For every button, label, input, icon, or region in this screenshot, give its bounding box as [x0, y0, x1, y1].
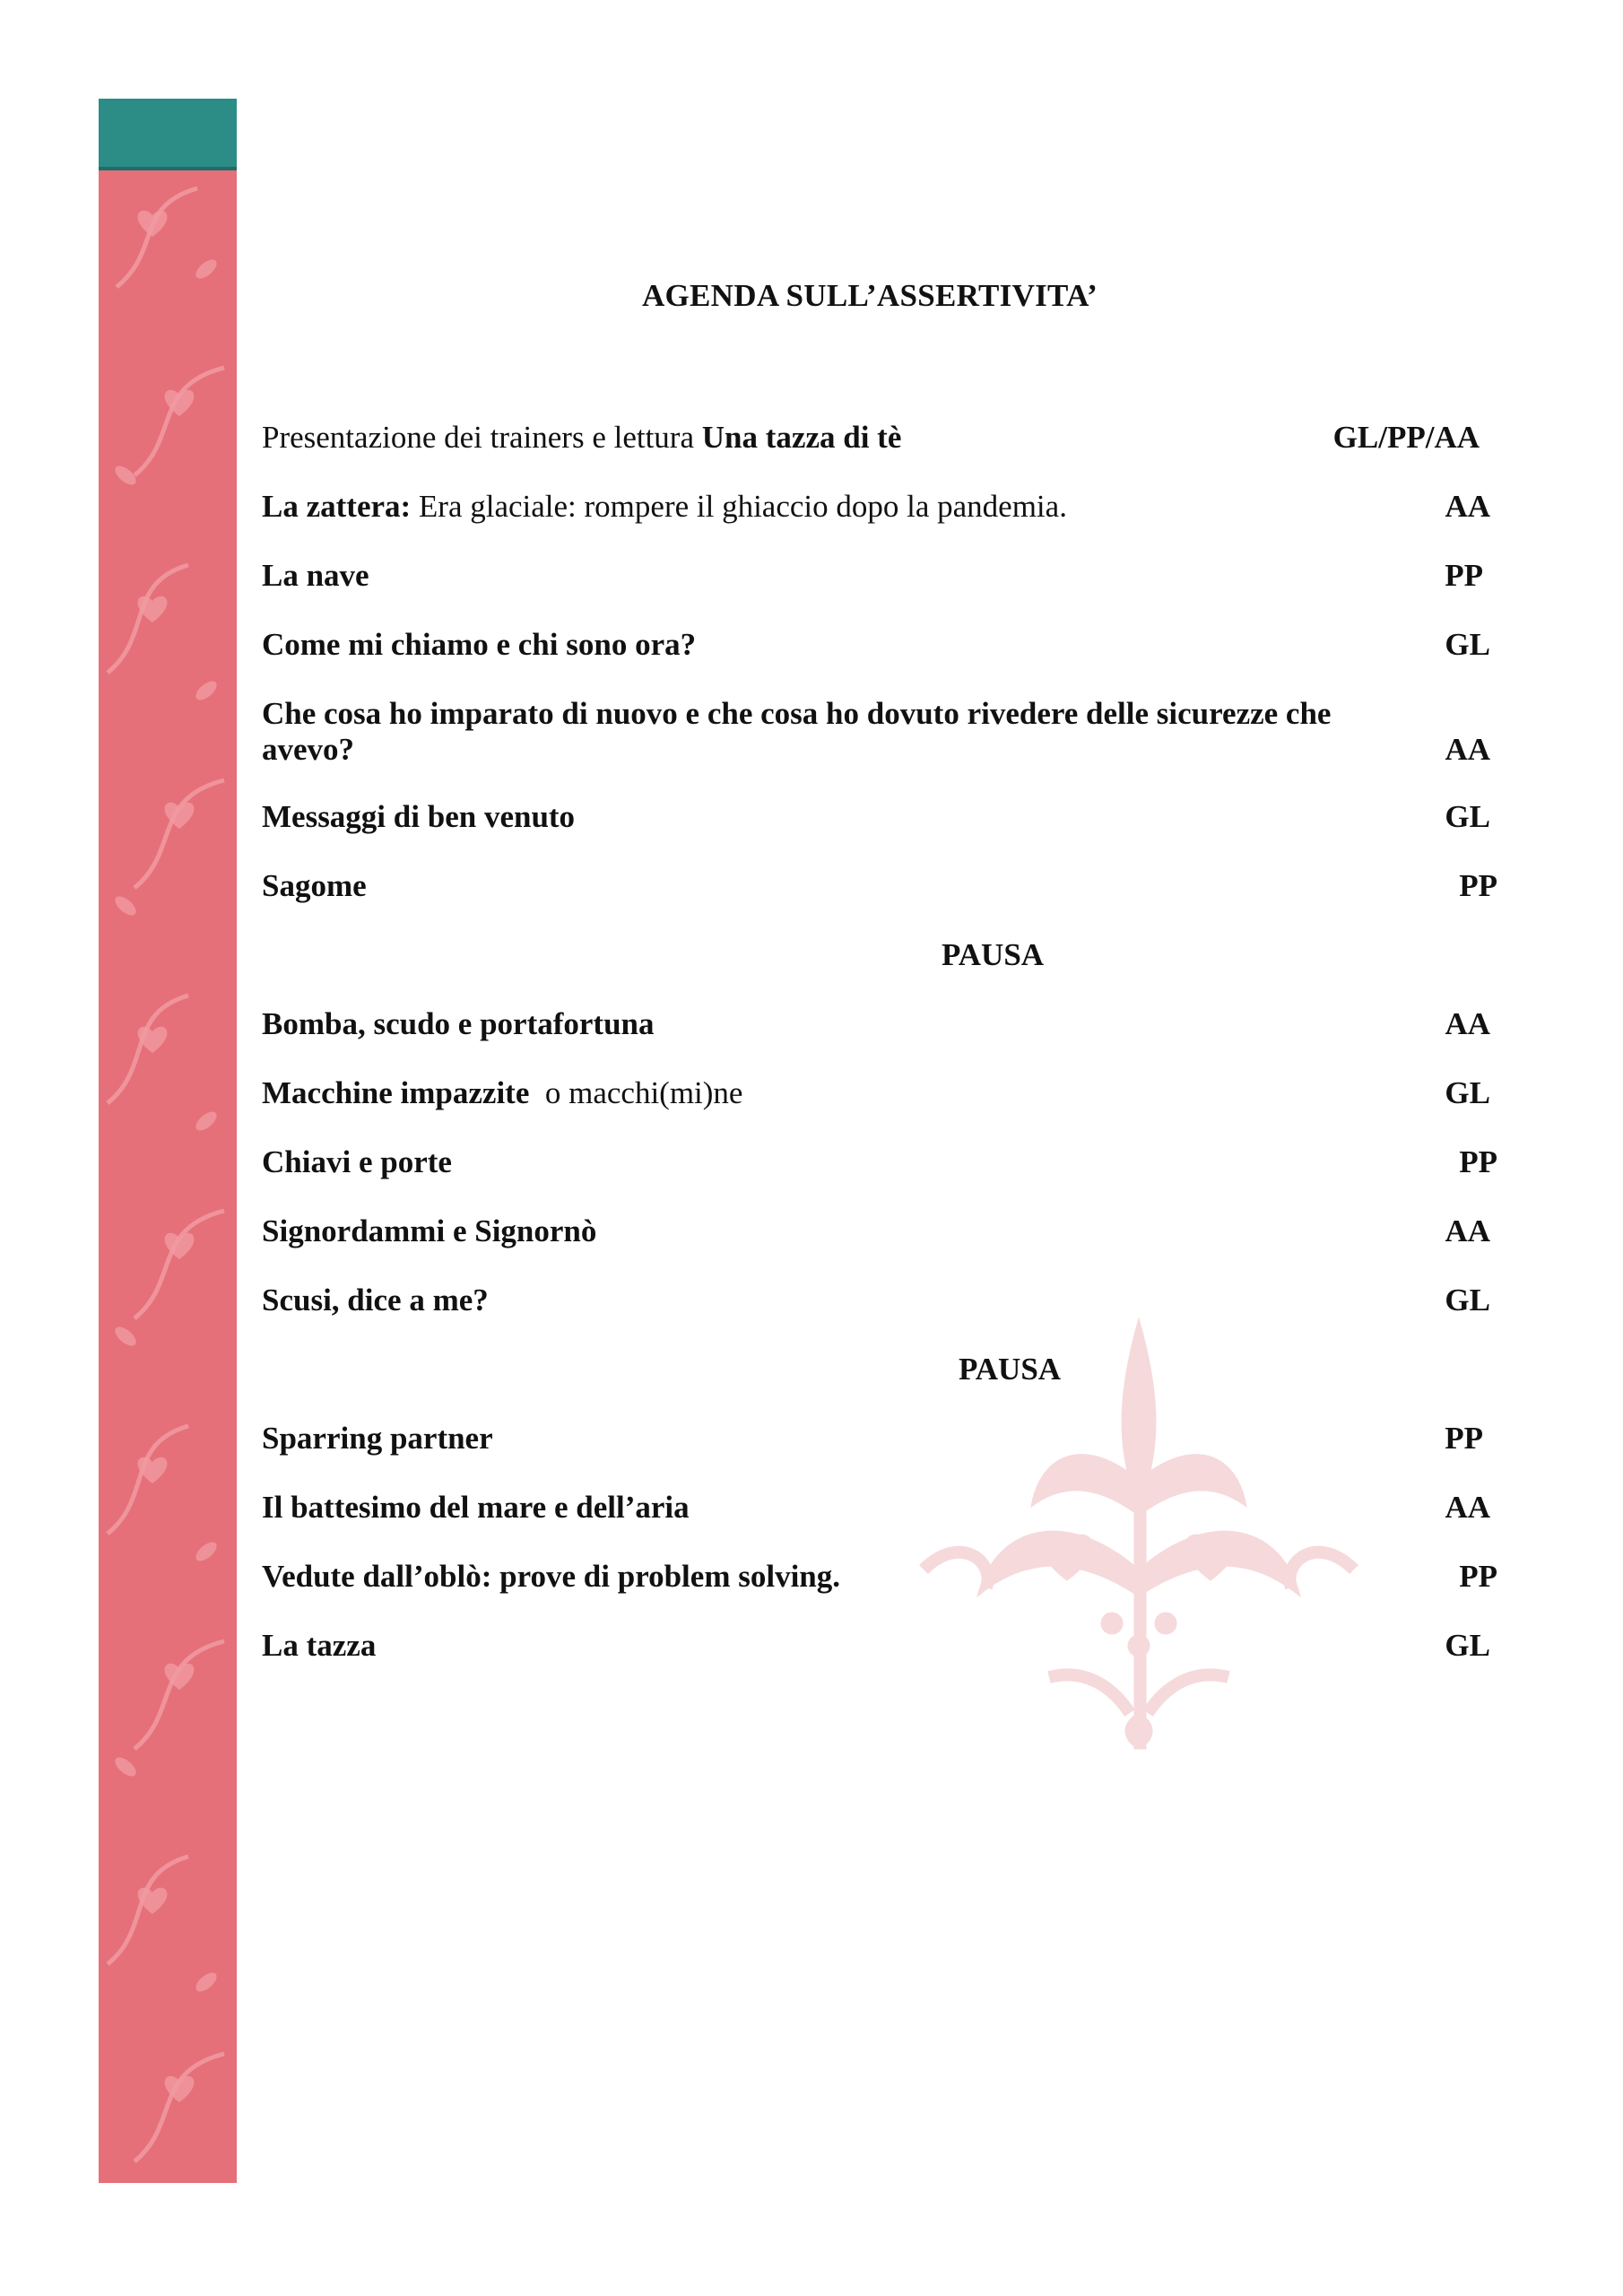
trainer-code: GL [1445, 1075, 1490, 1110]
floral-pattern-icon [99, 99, 237, 2183]
trainer-code: AA [1445, 1213, 1490, 1248]
item-title: Bomba, scudo e portafortuna [262, 1006, 655, 1041]
trainer-code: AA [1445, 1490, 1490, 1525]
agenda-item [262, 1213, 1490, 1249]
agenda-item [262, 696, 1490, 768]
item-title: Macchine impazzite [262, 1075, 530, 1110]
item-title: Signordammi e Signornò [262, 1213, 597, 1248]
agenda-item [262, 1075, 1490, 1111]
trainer-code: GL [1445, 799, 1490, 834]
item-title: Chiavi e porte [262, 1144, 452, 1179]
item-text: o macchi(mi)ne [529, 1075, 743, 1110]
item-title: Sagome [262, 868, 367, 903]
trainer-code: AA [1445, 732, 1490, 767]
agenda-item [262, 1490, 1490, 1526]
item-title: Messaggi di ben venuto [262, 799, 576, 834]
trainer-code: PP [1445, 1421, 1483, 1456]
item-title: La zattera: [262, 489, 412, 524]
item-title: Che cosa ho imparato di nuovo e che cosa ho dovuto rivedere delle sicurezze che avevo? [262, 696, 1332, 767]
agenda-item [262, 489, 1490, 525]
trainer-code: AA [1445, 1006, 1490, 1041]
agenda-item [262, 1421, 1490, 1457]
trainer-code: AA [1445, 489, 1490, 524]
trainer-code: GL [1445, 627, 1490, 662]
decorative-sidebar [99, 99, 237, 2183]
item-title: Una tazza di tè [701, 420, 902, 455]
agenda-item [262, 1283, 1490, 1318]
item-text: Era glaciale: rompere il ghiaccio dopo la pandemia. [411, 489, 1067, 524]
pause-label: PAUSA [959, 1352, 1062, 1387]
item-title: Il battesimo del mare e dell’aria [262, 1490, 690, 1525]
trainer-code: GL [1445, 1283, 1490, 1318]
item-title: Come mi chiamo e chi sono ora? [262, 627, 697, 662]
agenda-item [262, 1628, 1490, 1664]
agenda-item [262, 1144, 1497, 1180]
trainer-code: PP [1459, 868, 1497, 903]
item-title: La nave [262, 558, 369, 593]
agenda-item [262, 558, 1490, 594]
item-title: Vedute dall’oblò: prove di problem solving. [262, 1559, 841, 1594]
trainer-code: PP [1459, 1559, 1497, 1594]
trainer-code: GL/PP/AA [1332, 420, 1480, 455]
agenda-item [262, 627, 1490, 663]
trainer-code: PP [1445, 558, 1483, 593]
agenda-item [262, 1559, 1497, 1595]
item-text: Presentazione dei trainers e lettura [262, 420, 702, 455]
item-title: Sparring partner [262, 1421, 493, 1456]
trainer-code: GL [1445, 1628, 1490, 1663]
agenda-item [262, 868, 1497, 904]
agenda-item [262, 799, 1490, 835]
page-title: AGENDA SULL’ASSERTIVITA’ [641, 278, 1098, 313]
item-title: Scusi, dice a me? [262, 1283, 489, 1318]
trainer-code: PP [1459, 1144, 1497, 1179]
item-title: La tazza [262, 1628, 377, 1663]
pause-label: PAUSA [942, 937, 1045, 972]
agenda-item [262, 1006, 1490, 1042]
agenda-item [262, 420, 1490, 456]
